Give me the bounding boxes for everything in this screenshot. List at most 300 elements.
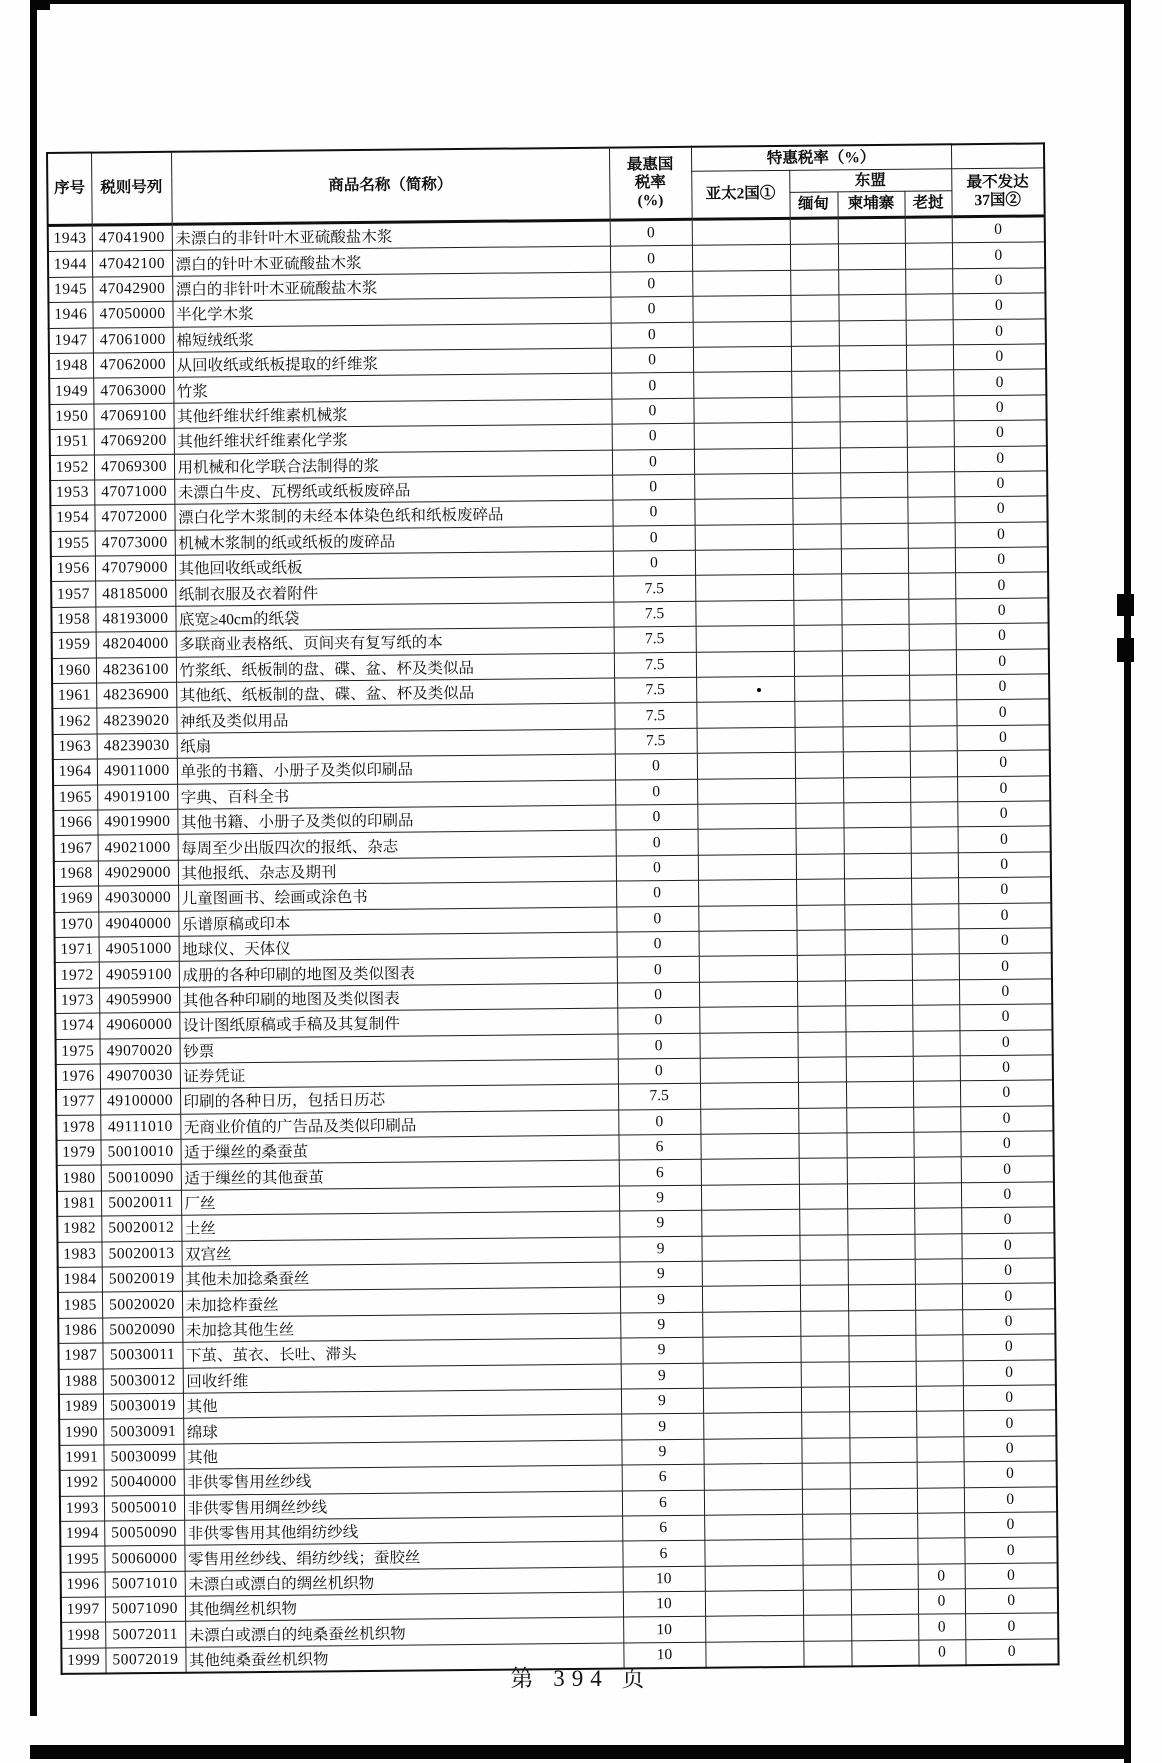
name-cell: 地球仪、天体仪	[179, 932, 617, 962]
mfn-cell: 0	[616, 830, 698, 856]
cambodia-cell	[851, 1564, 918, 1590]
apta-cell	[695, 600, 793, 626]
cambodia-cell	[841, 599, 908, 625]
ldc-cell: 0	[953, 395, 1046, 421]
mfn-cell: 10	[623, 1617, 705, 1643]
apta-cell	[696, 676, 794, 702]
myanmar-cell	[794, 625, 842, 651]
mfn-cell: 0	[610, 219, 692, 246]
laos-cell	[917, 1538, 964, 1564]
apta-cell	[696, 651, 794, 677]
ldc-cell: 0	[954, 445, 1047, 471]
myanmar-cell	[797, 1006, 845, 1032]
apta-cell	[699, 1006, 797, 1032]
seq-cell: 1963	[53, 734, 97, 760]
mfn-cell: 7.5	[613, 601, 695, 627]
apta-cell	[697, 803, 795, 829]
seq-cell: 1953	[50, 480, 94, 506]
cambodia-cell	[841, 523, 908, 549]
name-cell: 竹浆纸、纸板制的盘、碟、盆、杯及类似品	[176, 653, 614, 683]
cambodia-cell	[842, 650, 909, 676]
mfn-cell: 6	[622, 1490, 704, 1516]
ldc-cell: 0	[959, 1004, 1052, 1030]
apta-cell	[701, 1159, 799, 1185]
cambodia-cell	[845, 929, 912, 955]
ldc-cell: 0	[962, 1334, 1055, 1360]
laos-cell	[915, 1310, 962, 1336]
seq-cell: 1971	[55, 937, 99, 963]
cambodia-cell	[846, 1082, 913, 1108]
name-cell: 其他纤维状纤维素机械浆	[173, 399, 611, 429]
cambodia-cell	[844, 828, 911, 854]
col-header-laos: 老挝	[904, 191, 951, 217]
name-cell: 纸扇	[177, 729, 615, 759]
mfn-cell: 6	[619, 1160, 701, 1186]
cambodia-cell	[843, 726, 910, 752]
ldc-cell: 0	[961, 1182, 1054, 1208]
cambodia-cell	[845, 1031, 912, 1057]
code-cell: 49070030	[100, 1063, 180, 1089]
myanmar-cell	[791, 397, 839, 423]
ldc-cell: 0	[960, 1131, 1053, 1157]
code-cell: 47041900	[92, 224, 172, 251]
ldc-cell: 0	[959, 928, 1052, 954]
myanmar-cell	[793, 600, 841, 626]
name-cell: 字典、百科全书	[177, 780, 615, 810]
name-cell: 神纸及类似用品	[176, 703, 614, 733]
ldc-cell: 0	[963, 1359, 1056, 1385]
name-cell: 土丝	[181, 1211, 619, 1241]
mfn-cell: 0	[612, 474, 694, 500]
mfn-cell: 0	[617, 931, 699, 957]
name-cell: 未漂白或漂白的纯桑蚕丝机织物	[185, 1618, 623, 1648]
ldc-cell: 0	[959, 1029, 1052, 1055]
mfn-cell: 7.5	[614, 703, 696, 729]
code-cell: 50050010	[104, 1495, 184, 1521]
seq-cell: 1956	[51, 556, 95, 582]
ldc-cell: 0	[962, 1283, 1055, 1309]
mfn-cell: 10	[623, 1642, 705, 1669]
myanmar-cell	[797, 955, 845, 981]
code-cell: 50050090	[104, 1520, 184, 1546]
ldc-cell: 0	[964, 1486, 1057, 1512]
code-cell: 49059900	[99, 987, 179, 1013]
cambodia-cell	[846, 1132, 913, 1158]
myanmar-cell	[790, 295, 838, 321]
laos-cell	[909, 649, 956, 675]
name-cell: 非供零售用丝纱线	[184, 1465, 622, 1495]
apta-cell	[692, 296, 790, 322]
seq-cell: 1992	[60, 1470, 104, 1496]
seq-cell: 1979	[56, 1140, 100, 1166]
laos-cell	[907, 446, 954, 472]
myanmar-cell	[791, 320, 839, 346]
mfn-cell: 9	[621, 1439, 703, 1465]
myanmar-cell	[798, 1133, 846, 1159]
ldc-cell: 0	[961, 1156, 1054, 1182]
mfn-cell: 0	[616, 855, 698, 881]
cambodia-cell	[851, 1589, 918, 1615]
mfn-header-line3: (%)	[637, 191, 664, 210]
code-cell: 47042900	[92, 276, 172, 302]
laos-cell	[915, 1284, 962, 1310]
apta-cell	[700, 1083, 798, 1109]
apta-cell	[696, 626, 794, 652]
seq-cell: 1999	[61, 1648, 105, 1674]
code-cell: 49040000	[98, 911, 178, 937]
seq-cell: 1988	[59, 1369, 103, 1395]
code-cell: 49011000	[97, 758, 177, 784]
seq-cell: 1969	[54, 886, 98, 912]
tariff-table	[46, 142, 1060, 1675]
cambodia-cell	[849, 1361, 916, 1387]
name-cell: 厂丝	[181, 1186, 619, 1216]
seq-cell: 1995	[60, 1546, 104, 1572]
code-cell: 49030000	[98, 885, 178, 911]
mfn-cell: 0	[613, 525, 695, 551]
laos-cell	[905, 269, 952, 295]
seq-cell: 1962	[52, 708, 96, 734]
seq-cell: 1989	[59, 1394, 103, 1420]
name-cell: 其他	[183, 1440, 621, 1470]
cambodia-cell	[838, 217, 905, 244]
myanmar-cell	[793, 574, 841, 600]
laos-cell	[917, 1487, 964, 1513]
ldc-cell: 0	[958, 877, 1051, 903]
laos-cell	[906, 345, 953, 371]
name-cell: 成册的各种印刷的地图及类似图表	[179, 957, 617, 987]
apta-cell	[705, 1616, 803, 1642]
ldc-cell: 0	[955, 547, 1048, 573]
myanmar-cell	[795, 727, 843, 753]
mfn-cell: 9	[619, 1185, 701, 1211]
col-header-ldc-spacer	[951, 143, 1044, 168]
mfn-cell: 0	[618, 1109, 700, 1135]
myanmar-cell	[792, 422, 840, 448]
myanmar-cell	[790, 270, 838, 296]
apta-cell	[693, 397, 791, 423]
mfn-cell: 0	[617, 1007, 699, 1033]
name-cell: 用机械和化学联合法制得的浆	[174, 450, 612, 480]
col-header-code: 税则号列	[91, 152, 172, 225]
mfn-cell: 9	[621, 1414, 703, 1440]
apta-cell	[700, 1108, 798, 1134]
seq-cell: 1964	[53, 759, 97, 785]
apta-cell	[703, 1413, 801, 1439]
laos-cell: 0	[918, 1589, 965, 1615]
cambodia-cell	[840, 472, 907, 498]
col-header-seq: 序号	[47, 153, 92, 226]
name-cell: 纸制衣服及衣着附件	[175, 577, 613, 607]
mfn-cell: 9	[621, 1363, 703, 1389]
col-header-asean: 东盟	[789, 169, 951, 193]
name-cell: 其他	[183, 1389, 621, 1419]
ldc-cell: 0	[954, 496, 1047, 522]
scan-edge-right	[1124, 0, 1131, 1763]
cambodia-cell	[849, 1412, 916, 1438]
ldc-cell: 0	[960, 1055, 1053, 1081]
code-cell: 47050000	[92, 301, 172, 327]
seq-cell: 1955	[51, 531, 95, 557]
apta-cell	[699, 981, 797, 1007]
col-header-mfn	[609, 147, 692, 220]
mfn-cell: 0	[611, 373, 693, 399]
seq-cell: 1952	[50, 455, 94, 481]
apta-cell	[698, 905, 796, 931]
scan-mark-right-2	[1117, 638, 1134, 662]
apta-cell	[698, 854, 796, 880]
apta-cell	[704, 1540, 802, 1566]
apta-cell	[694, 448, 792, 474]
seq-cell: 1958	[51, 607, 95, 633]
seq-cell: 1961	[52, 683, 96, 709]
laos-cell	[917, 1513, 964, 1539]
cambodia-cell	[843, 777, 910, 803]
code-cell: 48239020	[96, 708, 176, 734]
name-cell: 非供零售用绸丝纱线	[184, 1491, 622, 1521]
ldc-cell: 0	[957, 801, 1050, 827]
seq-cell: 1997	[61, 1597, 105, 1623]
seq-cell: 1978	[56, 1115, 100, 1141]
code-cell: 49019100	[97, 784, 177, 810]
mfn-cell: 0	[610, 296, 692, 322]
name-cell: 每周至少出版四次的报纸、杂志	[178, 830, 616, 860]
laos-cell	[916, 1386, 963, 1412]
seq-cell: 1986	[58, 1318, 102, 1344]
seq-cell: 1977	[56, 1089, 100, 1115]
mfn-cell: 0	[617, 982, 699, 1008]
cambodia-cell	[839, 396, 906, 422]
myanmar-cell	[802, 1463, 850, 1489]
ldc-cell: 0	[952, 242, 1045, 268]
ldc-cell: 0	[955, 522, 1048, 548]
myanmar-cell	[802, 1514, 850, 1540]
name-cell: 儿童图画书、绘画或涂色书	[178, 881, 616, 911]
name-cell: 未漂白的非针叶木亚硫酸盐木浆	[172, 220, 610, 251]
laos-cell	[908, 573, 955, 599]
name-cell: 其他各种印刷的地图及类似图表	[179, 983, 617, 1013]
myanmar-cell	[801, 1387, 849, 1413]
mfn-cell: 9	[620, 1261, 702, 1287]
myanmar-cell	[790, 244, 838, 270]
cambodia-cell	[839, 345, 906, 371]
seq-cell: 1981	[57, 1191, 101, 1217]
mfn-cell: 0	[612, 500, 694, 526]
code-cell: 47062000	[93, 352, 173, 378]
ldc-cell: 0	[963, 1410, 1056, 1436]
mfn-cell: 0	[615, 753, 697, 779]
name-cell: 绵球	[183, 1414, 621, 1444]
cambodia-cell	[841, 548, 908, 574]
mfn-cell: 7.5	[613, 576, 695, 602]
myanmar-cell	[790, 218, 838, 245]
seq-cell: 1984	[58, 1267, 102, 1293]
name-cell: 适于缫丝的桑蚕茧	[180, 1135, 618, 1165]
apta-cell	[699, 930, 797, 956]
ldc-cell: 0	[955, 572, 1048, 598]
myanmar-cell	[791, 371, 839, 397]
cambodia-cell	[844, 878, 911, 904]
code-cell: 47079000	[95, 555, 175, 581]
code-cell: 47069300	[94, 454, 174, 480]
myanmar-cell	[792, 498, 840, 524]
laos-cell	[914, 1233, 961, 1259]
name-cell: 零售用丝纱线、绢纺纱线；蚕胶丝	[184, 1541, 622, 1571]
name-cell: 半化学木浆	[172, 297, 610, 327]
seq-cell: 1991	[59, 1445, 103, 1471]
laos-cell	[916, 1437, 963, 1463]
apta-cell	[694, 499, 792, 525]
apta-cell	[699, 956, 797, 982]
name-cell: 其他回收纸或纸板	[175, 551, 613, 581]
mfn-cell: 0	[616, 906, 698, 932]
laos-cell	[910, 802, 957, 828]
myanmar-cell	[797, 981, 845, 1007]
code-cell: 47073000	[95, 530, 175, 556]
code-cell: 47042100	[92, 251, 172, 277]
code-cell: 50020013	[101, 1241, 181, 1267]
laos-cell: 0	[918, 1563, 965, 1589]
code-cell: 49100000	[100, 1089, 180, 1115]
myanmar-cell	[795, 777, 843, 803]
cambodia-cell	[847, 1183, 914, 1209]
apta-cell	[697, 778, 795, 804]
name-cell: 其他书籍、小册子及类似的印刷品	[177, 805, 615, 835]
code-cell: 49019900	[97, 809, 177, 835]
code-cell: 50030099	[103, 1444, 183, 1470]
name-cell: 其他纸、纸板制的盘、碟、盆、杯及类似品	[176, 678, 614, 708]
mfn-cell: 9	[621, 1388, 703, 1414]
name-cell: 未漂白牛皮、瓦楞纸或纸板废碎品	[174, 475, 612, 505]
laos-cell	[908, 522, 955, 548]
apta-cell	[692, 218, 790, 245]
seq-cell: 1976	[56, 1064, 100, 1090]
code-cell: 49060000	[99, 1012, 179, 1038]
myanmar-cell	[798, 1108, 846, 1134]
seq-cell: 1946	[48, 302, 92, 328]
myanmar-cell	[803, 1590, 851, 1616]
apta-cell	[693, 372, 791, 398]
seq-cell: 1983	[57, 1242, 101, 1268]
myanmar-cell	[792, 473, 840, 499]
cambodia-cell	[846, 1107, 913, 1133]
code-cell: 48193000	[95, 606, 175, 632]
cambodia-cell	[839, 320, 906, 346]
laos-cell	[915, 1259, 962, 1285]
apta-cell	[703, 1387, 801, 1413]
laos-cell	[913, 1106, 960, 1132]
myanmar-cell	[794, 651, 842, 677]
code-cell: 50060000	[104, 1546, 184, 1572]
myanmar-cell	[801, 1438, 849, 1464]
mfn-cell: 0	[613, 550, 695, 576]
code-cell: 50072019	[105, 1647, 185, 1674]
laos-cell	[909, 624, 956, 650]
laos-cell	[905, 243, 952, 269]
name-cell: 底宽≥40cm的纸袋	[175, 602, 613, 632]
code-cell: 50010090	[101, 1165, 181, 1191]
laos-cell	[911, 827, 958, 853]
code-cell: 48185000	[95, 581, 175, 607]
mfn-cell: 10	[623, 1591, 705, 1617]
apta-cell	[692, 270, 790, 296]
code-cell: 49029000	[98, 860, 178, 886]
ldc-cell: 0	[958, 852, 1051, 878]
ldc-cell: 0	[961, 1232, 1054, 1258]
laos-cell	[914, 1208, 961, 1234]
ldc-cell: 0	[952, 268, 1045, 294]
myanmar-cell	[794, 701, 842, 727]
tariff-rate-table	[46, 142, 1060, 1675]
seq-cell: 1993	[60, 1496, 104, 1522]
ldc-cell: 0	[954, 420, 1047, 446]
apta-cell	[695, 524, 793, 550]
apta-cell	[699, 1032, 797, 1058]
code-cell: 47069100	[93, 403, 173, 429]
seq-cell: 1987	[58, 1343, 102, 1369]
ldc-cell: 0	[954, 471, 1047, 497]
myanmar-cell	[797, 930, 845, 956]
cambodia-cell	[845, 980, 912, 1006]
name-cell: 乐谱原稿或印本	[178, 907, 616, 937]
apta-cell	[693, 346, 791, 372]
ldc-cell: 0	[956, 674, 1049, 700]
cambodia-cell	[842, 624, 909, 650]
col-header-name: 商品名称（简称）	[171, 148, 610, 225]
myanmar-cell	[799, 1158, 847, 1184]
myanmar-cell	[798, 1082, 846, 1108]
cambodia-cell	[847, 1158, 914, 1184]
mfn-cell: 7.5	[614, 627, 696, 653]
code-cell: 49111010	[100, 1114, 180, 1140]
myanmar-cell	[792, 447, 840, 473]
mfn-cell: 0	[610, 271, 692, 297]
mfn-cell: 6	[618, 1134, 700, 1160]
cambodia-cell	[851, 1615, 918, 1641]
apta-cell	[702, 1286, 800, 1312]
name-cell: 设计图纸原稿或手稿及其复制件	[179, 1008, 617, 1038]
ldc-cell: 0	[953, 369, 1046, 395]
myanmar-cell	[802, 1488, 850, 1514]
seq-cell: 1975	[56, 1039, 100, 1065]
myanmar-cell	[800, 1260, 848, 1286]
cambodia-cell	[847, 1234, 914, 1260]
apta-cell	[701, 1184, 799, 1210]
laos-cell	[910, 776, 957, 802]
apta-cell	[703, 1362, 801, 1388]
code-cell: 47063000	[93, 378, 173, 404]
ldc-cell: 0	[952, 293, 1045, 319]
seq-cell: 1959	[52, 632, 96, 658]
code-cell: 47072000	[94, 505, 174, 531]
mfn-cell: 6	[622, 1464, 704, 1490]
ldc-cell: 0	[960, 1106, 1053, 1132]
scan-edge-bottom	[30, 1745, 1131, 1759]
ldc-cell: 0	[962, 1309, 1055, 1335]
ldc-cell: 0	[959, 979, 1052, 1005]
cambodia-cell	[845, 955, 912, 981]
myanmar-cell	[798, 1057, 846, 1083]
laos-cell	[914, 1183, 961, 1209]
apta-cell	[695, 549, 793, 575]
code-cell: 50030011	[102, 1342, 182, 1368]
ldc-cell: 0	[952, 216, 1045, 243]
ldc-cell: 0	[956, 623, 1049, 649]
mfn-cell: 0	[610, 246, 692, 272]
col-header-preferential: 特惠税率（%）	[691, 144, 951, 171]
seq-cell: 1957	[51, 582, 95, 608]
ldc-cell: 0	[957, 750, 1050, 776]
